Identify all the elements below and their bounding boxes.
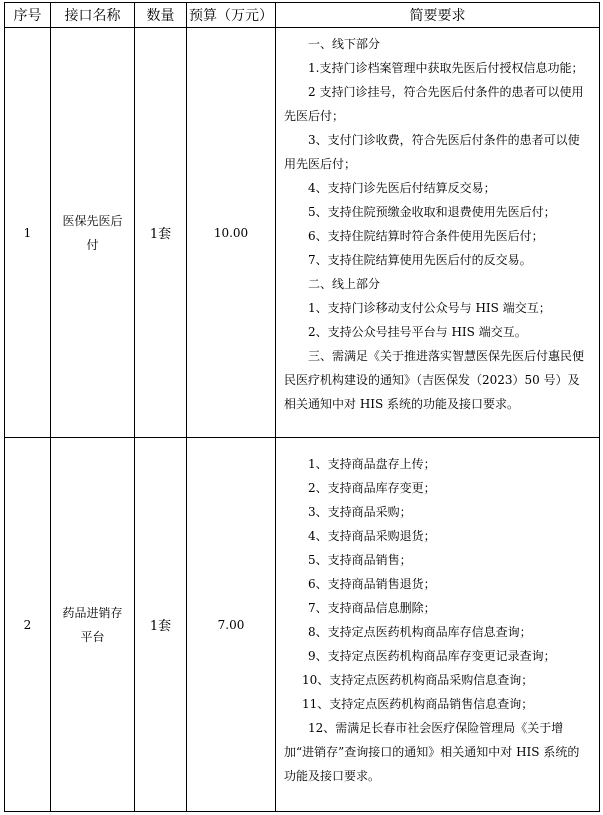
requirement-line: 三、需满足《关于推进落实智慧医保先医后付惠民便民医疗机构建设的通知》（吉医保发（2023）50 号）及相关通知中对 HIS 系统的功能及接口要求。 — [284, 349, 585, 411]
header-requirements: 简要要求 — [276, 3, 600, 28]
requirement-line: 3、支持商品采购； — [308, 505, 412, 519]
row-no: 1 — [5, 28, 51, 438]
header-interface-name: 接口名称 — [51, 3, 135, 28]
requirement-line: 10、支持定点医药机构商品采购信息查询； — [302, 673, 534, 687]
requirement-line: 8、支持定点医药机构商品库存信息查询； — [308, 625, 532, 639]
header-budget: 预算（万元） — [187, 3, 276, 28]
table-row — [5, 28, 600, 438]
requirement-line: 12、需满足长春市社会医疗保险管理局《关于增加“进销存”查询接口的通知》相关通知中对 HIS 系统的功能及接口要求。 — [284, 721, 580, 783]
header-quantity: 数量 — [135, 3, 187, 28]
requirement-line: 5、支持商品销售； — [308, 553, 412, 567]
requirement-line: 4、支持门诊先医后付结算反交易； — [308, 181, 496, 195]
row-quantity: 1套 — [135, 438, 187, 812]
row-requirements — [276, 438, 600, 812]
requirement-line: 6、支持商品销售退货； — [308, 577, 436, 591]
requirement-line: 6、支持住院结算时符合条件使用先医后付； — [308, 229, 544, 243]
requirement-line: 9、支持定点医药机构商品库存变更记录查询； — [308, 649, 556, 663]
requirement-line: 一、线下部分 — [308, 37, 381, 51]
requirement-line: 2 支持门诊挂号，符合先医后付条件的患者可以使用先医后付； — [284, 85, 584, 123]
requirement-line: 1、支持门诊移动支付公众号与 HIS 端交互； — [308, 301, 551, 315]
row-budget: 7.00 — [187, 438, 276, 812]
requirement-line: 1.支持门诊档案管理中获取先医后付授权信息功能； — [308, 61, 584, 75]
requirement-line: 二、线上部分 — [308, 277, 381, 291]
requirement-line: 7、支持住院结算使用先医后付的反交易。 — [308, 253, 532, 267]
table-row — [5, 438, 600, 812]
row-quantity: 1套 — [135, 28, 187, 438]
requirement-line: 1、支持商品盘存上传； — [308, 457, 436, 471]
row-budget: 10.00 — [187, 28, 276, 438]
requirement-line: 5、支持住院预缴金收取和退费使用先医后付； — [308, 205, 556, 219]
requirement-line: 4、支持商品采购退货； — [308, 529, 436, 543]
requirement-line: 2、支持公众号挂号平台与 HIS 端交互。 — [308, 325, 527, 339]
requirements-table — [4, 2, 600, 812]
requirement-line: 7、支持商品信息删除； — [308, 601, 436, 615]
requirement-line: 3、支付门诊收费，符合先医后付条件的患者可以使用先医后付； — [284, 133, 580, 171]
requirement-line: 11、支持定点医药机构商品销售信息查询； — [302, 697, 534, 711]
row-requirements — [276, 28, 600, 438]
row-interface-name: 药品进销存平台 — [51, 438, 135, 812]
row-interface-name: 医保先医后付 — [51, 28, 135, 438]
header-row — [5, 3, 600, 28]
header-no: 序号 — [5, 3, 51, 28]
row-no: 2 — [5, 438, 51, 812]
requirement-line: 2、支持商品库存变更； — [308, 481, 436, 495]
